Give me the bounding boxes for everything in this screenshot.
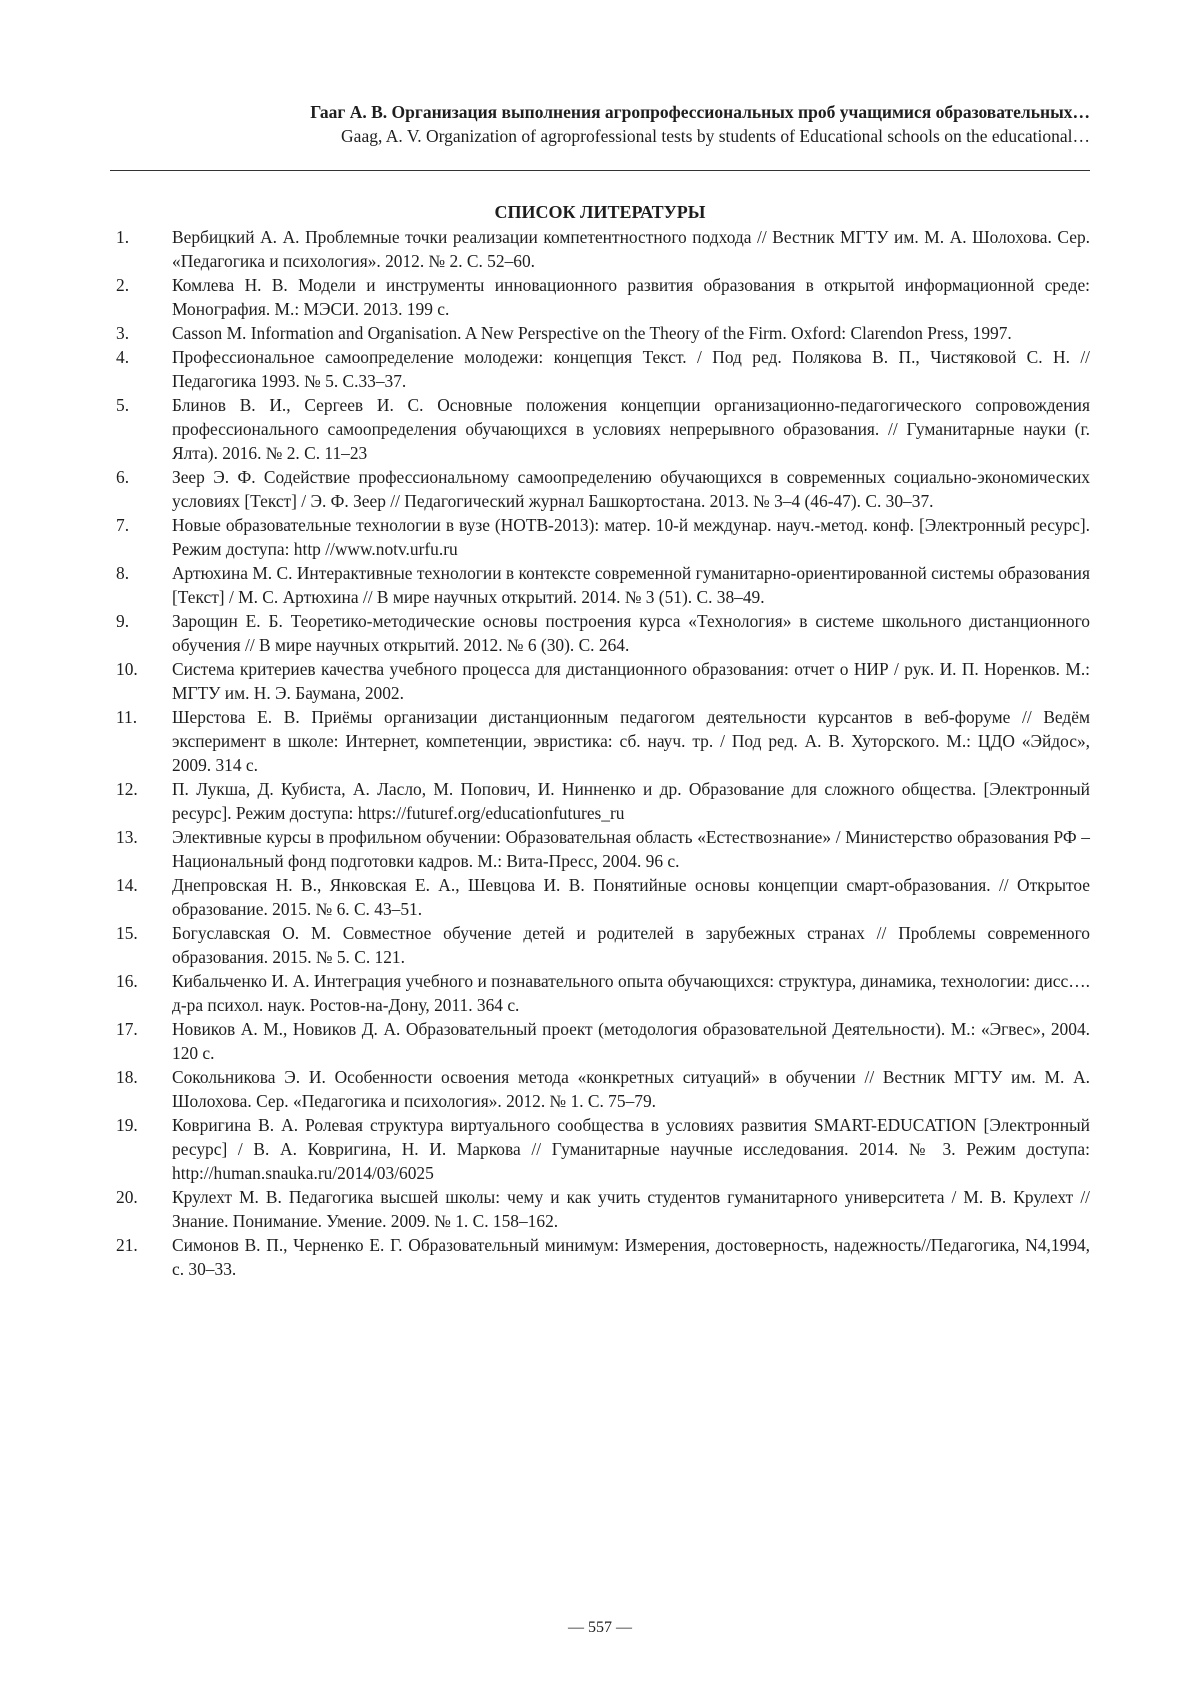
reference-number: 9. [110, 609, 172, 657]
reference-text: Кибальченко И. А. Интеграция учебного и познавательного опыта обучающихся: структура, динамика, технологии: дисс…. д-ра психол. наук. Ростов-на-Дону, 2011. 364 с. [172, 969, 1090, 1017]
reference-text: Днепровская Н. В., Янковская Е. А., Шевцова И. В. Понятийные основы концепции смарт-образования. // Открытое образование. 2015. № 6. С. 43–51. [172, 873, 1090, 921]
reference-item [110, 393, 1090, 465]
reference-item [110, 1017, 1090, 1065]
reference-text: Блинов В. И., Сергеев И. С. Основные положения концепции организационно-педагогического сопровождения профессионального самоопределения обучающихся в условиях непрерывного образования. // Гуманитарные науки (г. Ялта). 2016. № 2. С. 11–23 [172, 393, 1090, 465]
reference-number: 2. [110, 273, 172, 321]
reference-number: 3. [110, 321, 172, 345]
reference-text: Casson M. Information and Organisation. A New Perspective on the Theory of the Firm. Oxford: Clarendon Press, 1997. [172, 321, 1090, 345]
reference-number: 4. [110, 345, 172, 393]
reference-number: 15. [110, 921, 172, 969]
references-title: СПИСОК ЛИТЕРАТУРЫ [110, 200, 1090, 224]
reference-text: Шерстова Е. В. Приёмы организации дистанционным педагогом деятельности курсантов в веб-форуме // Ведём эксперимент в школе: Интернет, компетенции, эвристика: сб. науч. тр. / Под ред. А. В. Хуторского. М.: ЦДО «Эйдос», 2009. 314 с. [172, 705, 1090, 777]
reference-number: 8. [110, 561, 172, 609]
reference-number: 17. [110, 1017, 172, 1065]
reference-number: 10. [110, 657, 172, 705]
reference-item [110, 969, 1090, 1017]
reference-item [110, 513, 1090, 561]
reference-number: 1. [110, 225, 172, 273]
reference-text: Элективные курсы в профильном обучении: Образовательная область «Естествознание» / Министерство образования РФ – Национальный фонд подготовки кадров. М.: Вита-Пресс, 2004. 96 с. [172, 825, 1090, 873]
reference-number: 14. [110, 873, 172, 921]
header-divider [110, 170, 1090, 171]
reference-number: 20. [110, 1185, 172, 1233]
page-number: — 557 — [0, 1617, 1200, 1639]
reference-text: Зарощин Е. Б. Теоретико-методические основы построения курса «Технология» в системе школьного дистанционного обучения // В мире научных открытий. 2012. № 6 (30). С. 264. [172, 609, 1090, 657]
reference-item [110, 273, 1090, 321]
reference-number: 5. [110, 393, 172, 465]
reference-text: Новые образовательные технологии в вузе (НОТВ-2013): матер. 10-й междунар. науч.-метод. конф. [Электронный ресурс]. Режим доступа: http //www.notv.urfu.ru [172, 513, 1090, 561]
reference-text: П. Лукша, Д. Кубиста, А. Ласло, М. Попович, И. Нинненко и др. Образование для сложного общества. [Электронный ресурс]. Режим доступа: https://futuref.org/educationfutures_ru [172, 777, 1090, 825]
reference-text: Крулехт М. В. Педагогика высшей школы: чему и как учить студентов гуманитарного университета / М. В. Крулехт // Знание. Понимание. Умение. 2009. № 1. С. 158–162. [172, 1185, 1090, 1233]
reference-item [110, 225, 1090, 273]
reference-number: 13. [110, 825, 172, 873]
reference-text: Зеер Э. Ф. Содействие профессиональному самоопределению обучающихся в современных социально-экономических условиях [Текст] / Э. Ф. Зеер // Педагогический журнал Башкортостана. 2013. № 3–4 (46-47). С. 30–37. [172, 465, 1090, 513]
reference-item [110, 1233, 1090, 1281]
reference-text: Комлева Н. В. Модели и инструменты инновационного развития образования в открытой информационной среде: Монография. М.: МЭСИ. 2013. 199 с. [172, 273, 1090, 321]
reference-number: 21. [110, 1233, 172, 1281]
reference-text: Артюхина М. С. Интерактивные технологии в контексте современной гуманитарно-ориентированной системы образования [Текст] / М. С. Артюхина // В мире научных открытий. 2014. № 3 (51). С. 38–49. [172, 561, 1090, 609]
reference-text: Богуславская О. М. Совместное обучение детей и родителей в зарубежных странах // Проблемы современного образования. 2015. № 5. С. 121. [172, 921, 1090, 969]
reference-text: Ковригина В. А. Ролевая структура виртуального сообщества в условиях развития SMART-EDUCATION [Электронный ресурс] / В. А. Ковригина, Н. И. Маркова // Гуманитарные научные исследования. 2014. № 3. Режим доступа: http://human.snauka.ru/2014/03/6025 [172, 1113, 1090, 1185]
running-header [110, 100, 1090, 148]
reference-text: Профессиональное самоопределение молодежи: концепция Текст. / Под ред. Полякова В. П., Чистяковой С. Н. // Педагогика 1993. № 5. С.33–37. [172, 345, 1090, 393]
reference-item [110, 561, 1090, 609]
reference-item [110, 1113, 1090, 1185]
reference-item [110, 921, 1090, 969]
reference-text: Сокольникова Э. И. Особенности освоения метода «конкретных ситуаций» в обучении // Вестник МГТУ им. М. А. Шолохова. Сер. «Педагогика и психология». 2012. № 1. С. 75–79. [172, 1065, 1090, 1113]
reference-item [110, 465, 1090, 513]
reference-item [110, 321, 1090, 345]
reference-item [110, 657, 1090, 705]
header-title-en: Gaag, A. V. Organization of agroprofessional tests by students of Educational schools on the educational… [110, 124, 1090, 148]
reference-number: 19. [110, 1113, 172, 1185]
reference-number: 16. [110, 969, 172, 1017]
reference-number: 18. [110, 1065, 172, 1113]
reference-number: 6. [110, 465, 172, 513]
reference-text: Симонов В. П., Черненко Е. Г. Образовательный минимум: Измерения, достоверность, надежность//Педагогика, N4,1994, с. 30–33. [172, 1233, 1090, 1281]
reference-text: Вербицкий А. А. Проблемные точки реализации компетентностного подхода // Вестник МГТУ им. М. А. Шолохова. Сер. «Педагогика и психология». 2012. № 2. С. 52–60. [172, 225, 1090, 273]
reference-item [110, 705, 1090, 777]
references-list [110, 225, 1090, 1281]
reference-item [110, 345, 1090, 393]
reference-text: Новиков А. М., Новиков Д. А. Образовательный проект (методология образовательной Деятельности). М.: «Эгвес», 2004. 120 с. [172, 1017, 1090, 1065]
reference-item [110, 1185, 1090, 1233]
reference-item [110, 609, 1090, 657]
reference-item [110, 1065, 1090, 1113]
reference-number: 11. [110, 705, 172, 777]
reference-item [110, 777, 1090, 825]
reference-text: Система критериев качества учебного процесса для дистанционного образования: отчет о НИР / рук. И. П. Норенков. М.: МГТУ им. Н. Э. Баумана, 2002. [172, 657, 1090, 705]
reference-item [110, 873, 1090, 921]
reference-item [110, 825, 1090, 873]
reference-number: 12. [110, 777, 172, 825]
reference-number: 7. [110, 513, 172, 561]
header-title-ru: Гааг А. В. Организация выполнения агропрофессиональных проб учащимися образовательных… [110, 100, 1090, 124]
